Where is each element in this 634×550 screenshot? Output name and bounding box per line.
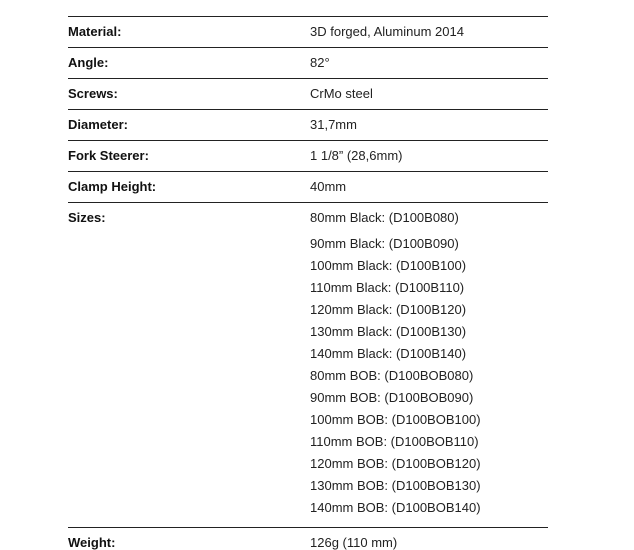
size-item: 90mm BOB: (D100BOB090) bbox=[310, 390, 474, 405]
size-item: 140mm Black: (D100B140) bbox=[310, 346, 467, 361]
spec-row-weight bbox=[68, 527, 548, 550]
sizes-list bbox=[310, 211, 548, 519]
spec-label: Weight: bbox=[68, 535, 116, 550]
spec-label: Diameter: bbox=[68, 117, 128, 132]
spec-label: Angle: bbox=[68, 55, 109, 70]
spec-row-diameter bbox=[68, 109, 548, 140]
spec-row-screws bbox=[68, 78, 548, 109]
spec-row-fork-steerer bbox=[68, 140, 548, 171]
spec-row-sizes bbox=[68, 202, 548, 527]
size-item: 90mm Black: (D100B090) bbox=[310, 236, 459, 251]
size-item: 110mm BOB: (D100BOB110) bbox=[310, 434, 479, 449]
spec-table bbox=[68, 16, 548, 550]
spec-value: 3D forged, Aluminum 2014 bbox=[310, 24, 464, 39]
size-item: 100mm BOB: (D100BOB100) bbox=[310, 412, 481, 427]
size-item: 100mm Black: (D100B100) bbox=[310, 258, 467, 273]
spec-row-material bbox=[68, 16, 548, 47]
size-item: 110mm Black: (D100B110) bbox=[310, 280, 465, 295]
spec-row-clamp-height bbox=[68, 171, 548, 202]
spec-value: 126g (110 mm) bbox=[310, 535, 398, 550]
spec-row-angle bbox=[68, 47, 548, 78]
spec-value: 40mm bbox=[310, 179, 347, 194]
spec-value: 31,7mm bbox=[310, 117, 357, 132]
spec-label: Sizes: bbox=[68, 210, 106, 225]
spec-value: CrMo steel bbox=[310, 86, 373, 101]
spec-label: Material: bbox=[68, 24, 122, 39]
size-item: 80mm Black: (D100B080) bbox=[310, 210, 459, 225]
size-item: 80mm BOB: (D100BOB080) bbox=[310, 368, 474, 383]
size-item: 130mm Black: (D100B130) bbox=[310, 324, 467, 339]
size-item: 140mm BOB: (D100BOB140) bbox=[310, 500, 481, 515]
spec-label: Screws: bbox=[68, 86, 118, 101]
size-item: 120mm Black: (D100B120) bbox=[310, 302, 467, 317]
spec-value: 82° bbox=[310, 55, 330, 70]
spec-label: Clamp Height: bbox=[68, 179, 157, 194]
size-item: 130mm BOB: (D100BOB130) bbox=[310, 478, 481, 493]
spec-label: Fork Steerer: bbox=[68, 148, 149, 163]
spec-value: 1 1/8” (28,6mm) bbox=[310, 148, 403, 163]
size-item: 120mm BOB: (D100BOB120) bbox=[310, 456, 481, 471]
